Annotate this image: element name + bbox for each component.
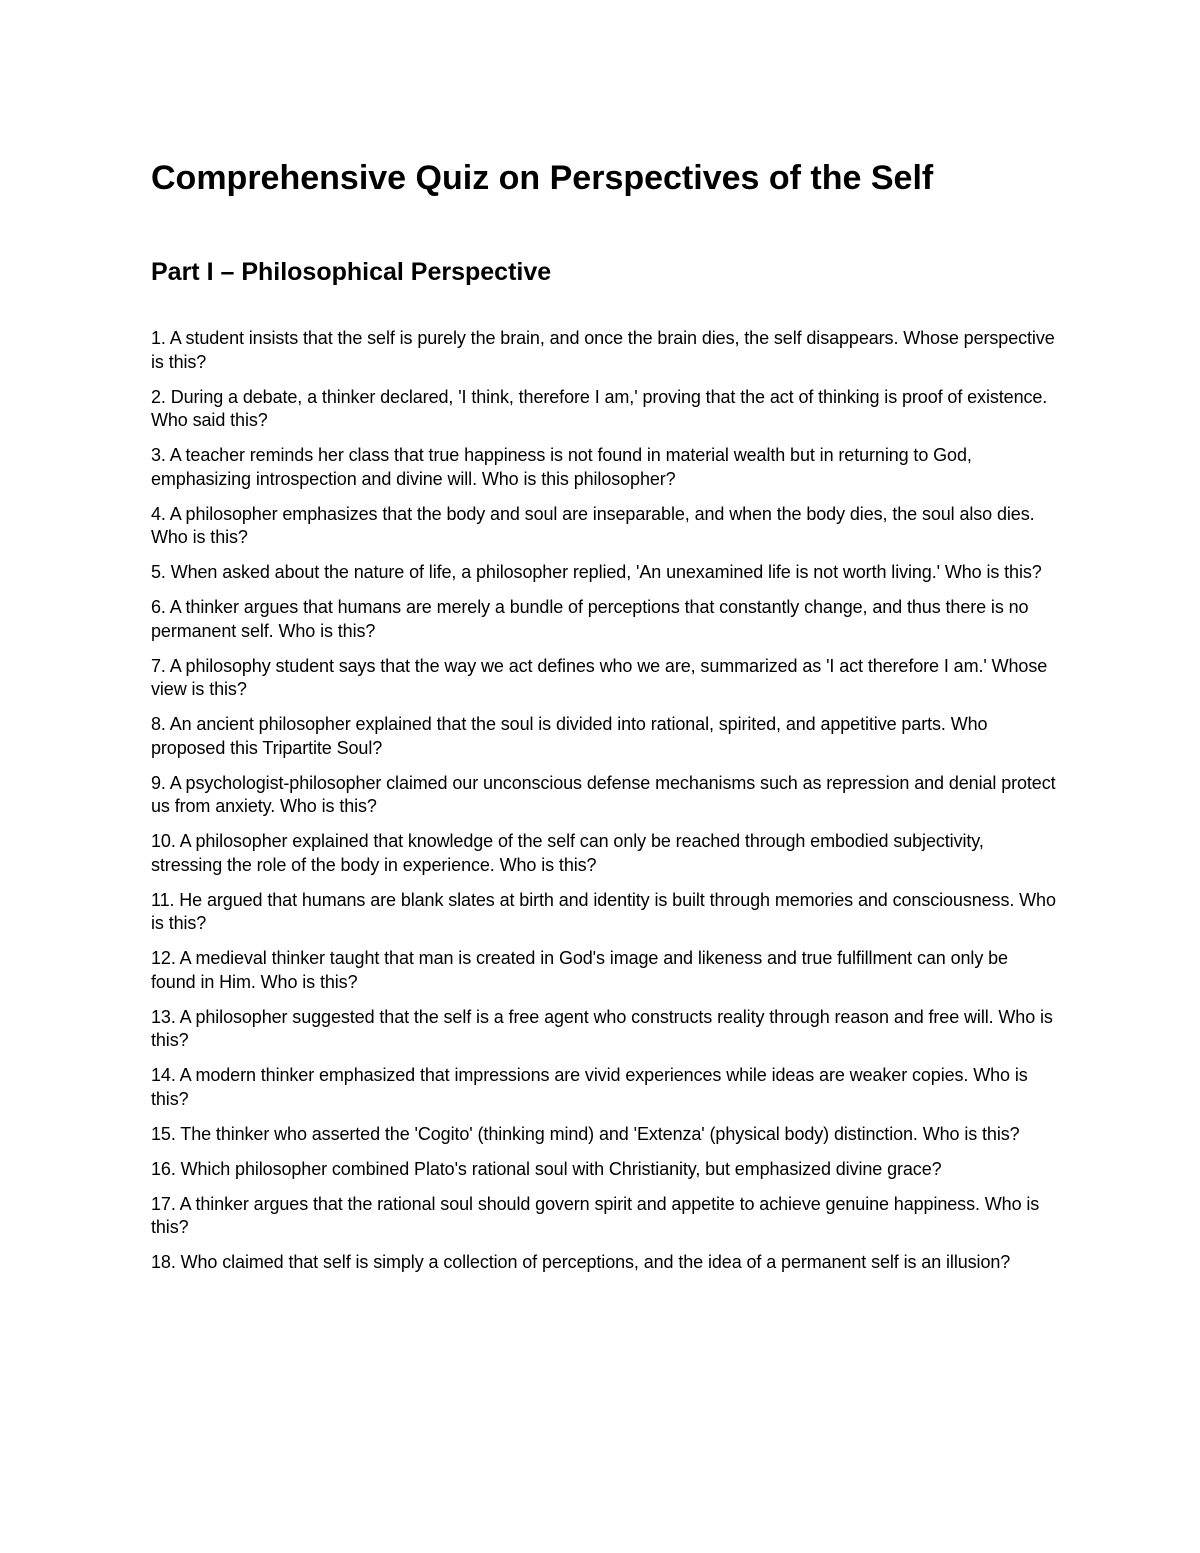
- question-item: 10. A philosopher explained that knowledge of the self can only be reached through embodied subjectivity, stressing the role of the body in experience. Who is this?: [151, 831, 984, 875]
- question-item: 3. A teacher reminds her class that true happiness is not found in material wealth but in returning to God, emphasizing introspection and divine will. Who is this philosopher?: [151, 445, 972, 489]
- section-title: Part I – Philosophical Perspective: [151, 258, 552, 286]
- question-item: 17. A thinker argues that the rational soul should govern spirit and appetite to achieve genuine happiness. Who is this?: [151, 1193, 1040, 1237]
- question-item: 8. An ancient philosopher explained that the soul is divided into rational, spirited, and appetitive parts. Who proposed this Tripartite Soul?: [151, 714, 988, 758]
- question-item: 12. A medieval thinker taught that man is created in God's image and likeness and true fulfillment can only be found in Him. Who is this?: [151, 948, 1008, 992]
- question-item: 14. A modern thinker emphasized that impressions are vivid experiences while ideas are weaker copies. Who is this?: [151, 1065, 1028, 1109]
- question-item: 18. Who claimed that self is simply a collection of perceptions, and the idea of a permanent self is an illusion?: [151, 1252, 1011, 1272]
- question-item: 11. He argued that humans are blank slates at birth and identity is built through memories and consciousness. Who is this?: [151, 889, 1056, 933]
- question-item: 6. A thinker argues that humans are merely a bundle of perceptions that constantly change, and thus there is no permanent self. Who is this?: [151, 597, 1029, 641]
- question-item: 9. A psychologist-philosopher claimed our unconscious defense mechanisms such as repression and denial protect us from anxiety. Who is this?: [151, 772, 1056, 816]
- question-item: 7. A philosophy student says that the way we act defines who we are, summarized as 'I act therefore I am.' Whose view is this?: [151, 655, 1048, 699]
- question-item: 16. Which philosopher combined Plato's rational soul with Christianity, but emphasized divine grace?: [151, 1158, 942, 1179]
- question-list: [151, 327, 1056, 1286]
- question-item: 13. A philosopher suggested that the self is a free agent who constructs reality through reason and free will. Who is this?: [151, 1006, 1053, 1050]
- document-title: Comprehensive Quiz on Perspectives of the Self: [151, 159, 934, 197]
- question-item: 2. During a debate, a thinker declared, 'I think, therefore I am,' proving that the act of thinking is proof of existence. Who said this?: [151, 386, 1048, 430]
- question-item: 1. A student insists that the self is purely the brain, and once the brain dies, the self disappears. Whose perspective is this?: [151, 328, 1055, 372]
- question-item: 4. A philosopher emphasizes that the body and soul are inseparable, and when the body dies, the soul also dies. Who is this?: [151, 503, 1035, 547]
- question-item: 15. The thinker who asserted the 'Cogito' (thinking mind) and 'Extenza' (physical body) distinction. Who is this?: [151, 1123, 1020, 1144]
- question-item: 5. When asked about the nature of life, a philosopher replied, 'An unexamined life is not worth living.' Who is this?: [151, 562, 1042, 582]
